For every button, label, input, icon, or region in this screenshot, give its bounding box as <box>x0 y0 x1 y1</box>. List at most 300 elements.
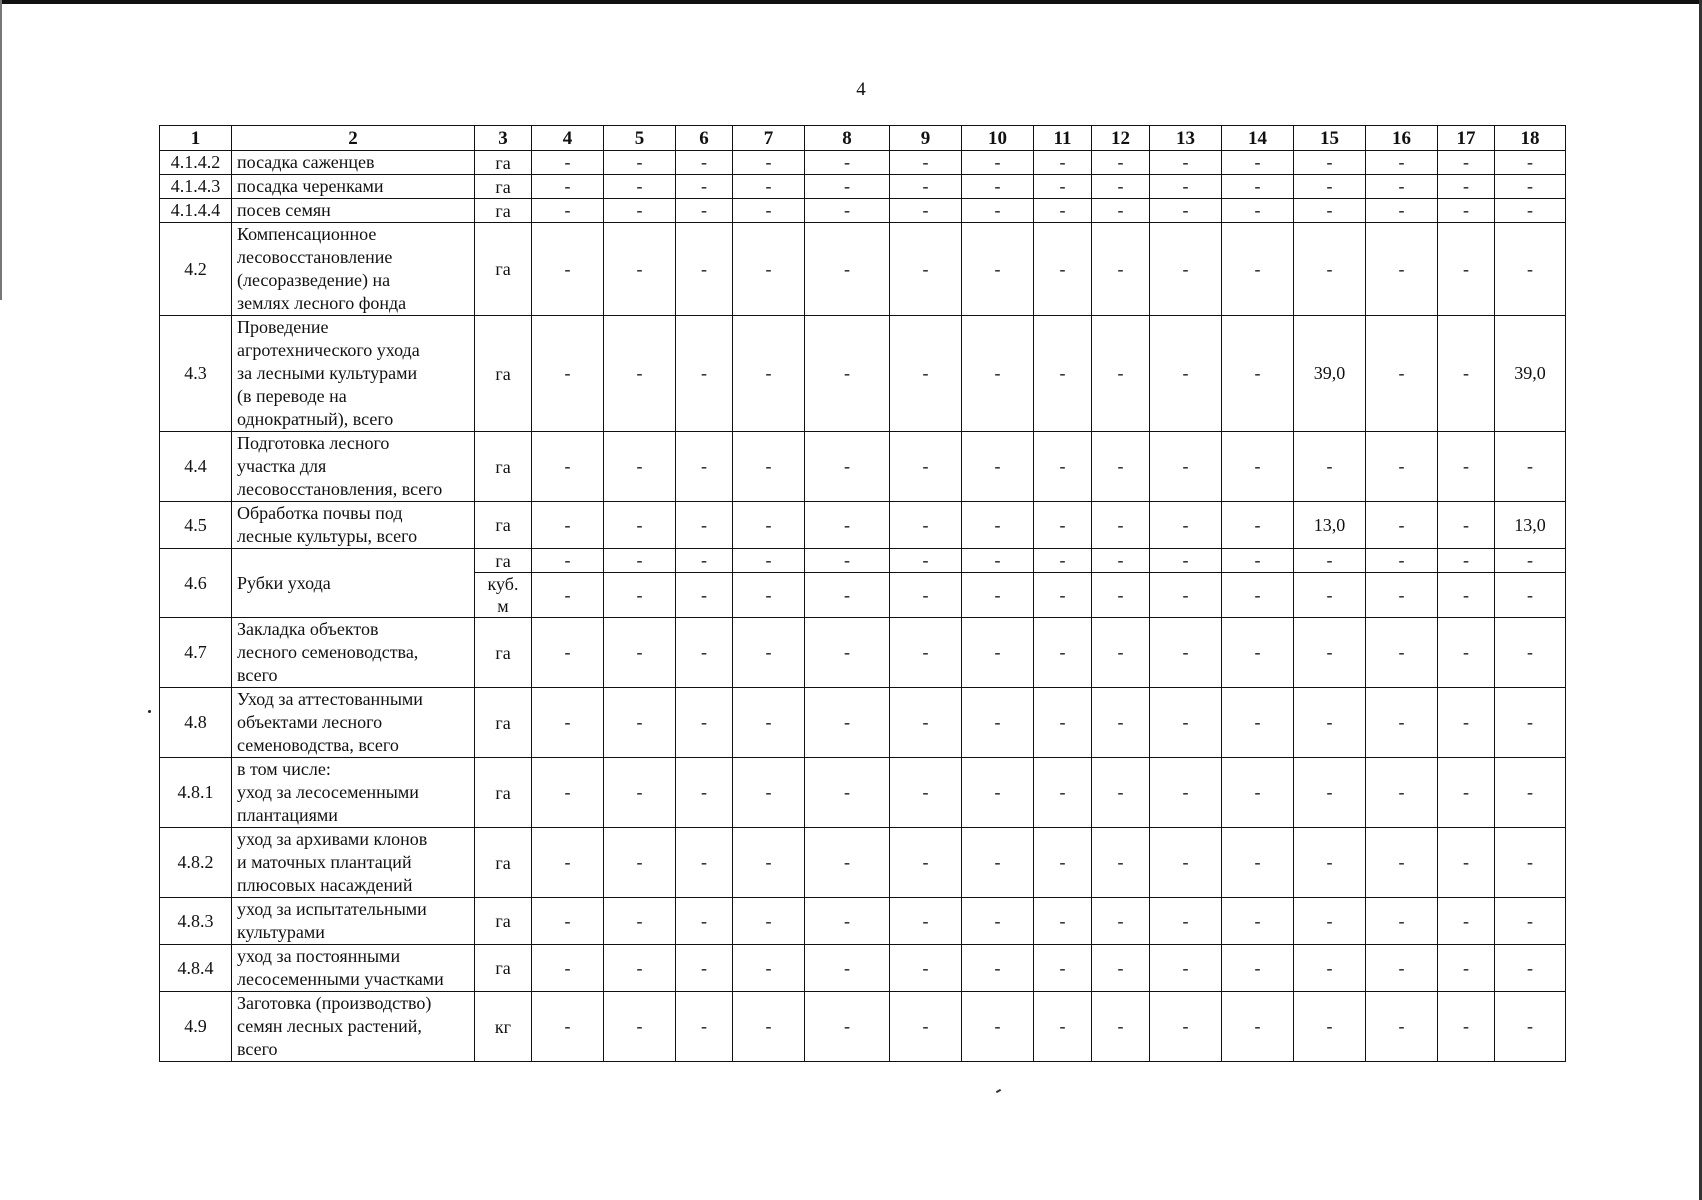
value-cell: - <box>604 175 676 199</box>
value-cell: - <box>532 502 604 549</box>
value-cell: - <box>890 898 962 945</box>
value-cell: - <box>733 549 805 573</box>
value-cell: - <box>1150 223 1222 316</box>
row-code: 4.6 <box>160 549 232 618</box>
value-cell: - <box>676 618 733 688</box>
value-cell: - <box>1150 573 1222 618</box>
row-unit: га <box>475 199 532 223</box>
value-cell: - <box>532 898 604 945</box>
value-cell: - <box>890 199 962 223</box>
column-header: 18 <box>1495 126 1566 151</box>
value-cell: - <box>676 223 733 316</box>
column-header: 5 <box>604 126 676 151</box>
table-row <box>160 223 1566 316</box>
row-name: Компенсационное лесовосстановление (лесоразведение) на землях лесного фонда <box>232 223 475 316</box>
column-header: 2 <box>232 126 475 151</box>
scan-edge-left <box>0 0 2 300</box>
value-cell: - <box>1222 199 1294 223</box>
row-code: 4.4 <box>160 432 232 502</box>
value-cell: - <box>805 432 890 502</box>
value-cell: - <box>1366 898 1438 945</box>
row-name: Проведение агротехнического ухода за лесными культурами (в переводе на однократный), всего <box>232 316 475 432</box>
value-cell: - <box>1222 618 1294 688</box>
row-name: посадка черенками <box>232 175 475 199</box>
value-cell: - <box>962 502 1034 549</box>
row-name: посев семян <box>232 199 475 223</box>
value-cell: - <box>1438 573 1495 618</box>
value-cell: - <box>1150 828 1222 898</box>
value-cell: - <box>1222 316 1294 432</box>
value-cell: - <box>676 898 733 945</box>
row-code: 4.1.4.2 <box>160 151 232 175</box>
value-cell: - <box>962 758 1034 828</box>
row-code: 4.1.4.4 <box>160 199 232 223</box>
value-cell: - <box>1438 432 1495 502</box>
table-row <box>160 758 1566 828</box>
value-cell: - <box>805 175 890 199</box>
value-cell: - <box>1092 992 1150 1062</box>
value-cell: - <box>1034 502 1092 549</box>
value-cell: - <box>890 502 962 549</box>
value-cell: - <box>676 175 733 199</box>
table-row <box>160 992 1566 1062</box>
value-cell: - <box>676 432 733 502</box>
value-cell: - <box>805 199 890 223</box>
table-row <box>160 688 1566 758</box>
value-cell: - <box>1092 945 1150 992</box>
column-header: 15 <box>1294 126 1366 151</box>
value-cell: - <box>1294 549 1366 573</box>
value-cell: - <box>532 223 604 316</box>
value-cell: - <box>532 316 604 432</box>
value-cell: - <box>962 223 1034 316</box>
row-code: 4.9 <box>160 992 232 1062</box>
value-cell: - <box>890 945 962 992</box>
value-cell: - <box>1034 992 1092 1062</box>
value-cell: 39,0 <box>1294 316 1366 432</box>
value-cell: - <box>733 199 805 223</box>
value-cell: - <box>604 758 676 828</box>
value-cell: - <box>532 828 604 898</box>
value-cell: - <box>1438 223 1495 316</box>
value-cell: - <box>733 618 805 688</box>
value-cell: - <box>1438 316 1495 432</box>
value-cell: - <box>1150 898 1222 945</box>
value-cell: - <box>1495 199 1566 223</box>
row-name: уход за постоянными лесосеменными участками <box>232 945 475 992</box>
value-cell: - <box>1222 573 1294 618</box>
row-name: Заготовка (производство) семян лесных растений, всего <box>232 992 475 1062</box>
value-cell: - <box>1294 223 1366 316</box>
value-cell: - <box>890 758 962 828</box>
row-unit: га <box>475 758 532 828</box>
value-cell: - <box>1495 549 1566 573</box>
column-header: 10 <box>962 126 1034 151</box>
row-unit: га <box>475 223 532 316</box>
value-cell: 39,0 <box>1495 316 1566 432</box>
row-unit: га <box>475 316 532 432</box>
value-cell: - <box>733 898 805 945</box>
row-name: уход за архивами клонов и маточных плантаций плюсовых насаждений <box>232 828 475 898</box>
table-row <box>160 828 1566 898</box>
value-cell: - <box>1438 199 1495 223</box>
value-cell: - <box>805 992 890 1062</box>
value-cell: - <box>733 828 805 898</box>
header-row <box>160 126 1566 151</box>
value-cell: - <box>1495 688 1566 758</box>
value-cell: - <box>1438 992 1495 1062</box>
column-header: 3 <box>475 126 532 151</box>
value-cell: - <box>604 573 676 618</box>
value-cell: - <box>1438 945 1495 992</box>
row-code: 4.8.1 <box>160 758 232 828</box>
row-name: уход за испытательными культурами <box>232 898 475 945</box>
row-unit: куб. м <box>475 573 532 618</box>
value-cell: - <box>532 199 604 223</box>
value-cell: - <box>676 549 733 573</box>
value-cell: - <box>890 151 962 175</box>
table-row <box>160 151 1566 175</box>
value-cell: - <box>1092 175 1150 199</box>
value-cell: - <box>733 573 805 618</box>
value-cell: - <box>1034 549 1092 573</box>
value-cell: - <box>890 432 962 502</box>
value-cell: - <box>733 316 805 432</box>
value-cell: - <box>890 549 962 573</box>
row-code: 4.8.3 <box>160 898 232 945</box>
value-cell: - <box>890 175 962 199</box>
value-cell: - <box>890 316 962 432</box>
value-cell: - <box>1222 688 1294 758</box>
value-cell: - <box>1366 573 1438 618</box>
value-cell: - <box>676 758 733 828</box>
value-cell: - <box>1495 223 1566 316</box>
value-cell: - <box>1150 175 1222 199</box>
value-cell: - <box>805 573 890 618</box>
value-cell: - <box>1294 175 1366 199</box>
value-cell: - <box>1150 758 1222 828</box>
value-cell: - <box>805 898 890 945</box>
value-cell: - <box>1294 828 1366 898</box>
value-cell: - <box>805 828 890 898</box>
value-cell: - <box>604 945 676 992</box>
table-row <box>160 898 1566 945</box>
value-cell: - <box>962 199 1034 223</box>
table-row <box>160 945 1566 992</box>
value-cell: - <box>1092 502 1150 549</box>
value-cell: - <box>604 223 676 316</box>
value-cell: - <box>676 828 733 898</box>
value-cell: - <box>1150 199 1222 223</box>
value-cell: - <box>1034 432 1092 502</box>
value-cell: - <box>1495 573 1566 618</box>
value-cell: - <box>604 432 676 502</box>
table-row <box>160 316 1566 432</box>
value-cell: - <box>805 502 890 549</box>
value-cell: - <box>733 688 805 758</box>
row-name: Рубки ухода <box>232 549 475 618</box>
value-cell: - <box>805 223 890 316</box>
value-cell: - <box>733 175 805 199</box>
value-cell: - <box>890 992 962 1062</box>
value-cell: - <box>1092 758 1150 828</box>
value-cell: - <box>532 549 604 573</box>
value-cell: - <box>676 151 733 175</box>
value-cell: - <box>890 223 962 316</box>
value-cell: - <box>676 992 733 1062</box>
value-cell: - <box>1092 432 1150 502</box>
value-cell: - <box>1438 758 1495 828</box>
value-cell: - <box>1092 223 1150 316</box>
value-cell: - <box>962 992 1034 1062</box>
value-cell: - <box>805 151 890 175</box>
value-cell: - <box>1222 992 1294 1062</box>
row-unit: кг <box>475 992 532 1062</box>
value-cell: - <box>1366 151 1438 175</box>
value-cell: - <box>1366 199 1438 223</box>
value-cell: - <box>1438 828 1495 898</box>
row-code: 4.8.4 <box>160 945 232 992</box>
value-cell: - <box>733 992 805 1062</box>
row-code: 4.1.4.3 <box>160 175 232 199</box>
value-cell: - <box>532 432 604 502</box>
value-cell: - <box>890 828 962 898</box>
value-cell: - <box>532 945 604 992</box>
row-unit: га <box>475 618 532 688</box>
value-cell: - <box>1438 898 1495 945</box>
value-cell: - <box>805 945 890 992</box>
row-unit: га <box>475 175 532 199</box>
value-cell: - <box>1034 316 1092 432</box>
value-cell: - <box>962 945 1034 992</box>
column-header: 6 <box>676 126 733 151</box>
value-cell: - <box>1092 151 1150 175</box>
column-header: 17 <box>1438 126 1495 151</box>
value-cell: - <box>1150 618 1222 688</box>
value-cell: - <box>1294 898 1366 945</box>
row-unit: га <box>475 432 532 502</box>
column-header: 14 <box>1222 126 1294 151</box>
row-name: Закладка объектов лесного семеноводства, всего <box>232 618 475 688</box>
value-cell: - <box>962 898 1034 945</box>
scan-edge-top <box>0 0 1702 4</box>
row-unit: га <box>475 898 532 945</box>
table-row <box>160 175 1566 199</box>
value-cell: - <box>1034 758 1092 828</box>
value-cell: - <box>962 828 1034 898</box>
value-cell: - <box>604 992 676 1062</box>
value-cell: - <box>676 573 733 618</box>
value-cell: - <box>532 175 604 199</box>
value-cell: - <box>676 502 733 549</box>
row-code: 4.8.2 <box>160 828 232 898</box>
value-cell: - <box>733 432 805 502</box>
value-cell: - <box>604 151 676 175</box>
value-cell: - <box>1366 432 1438 502</box>
value-cell: - <box>1222 758 1294 828</box>
value-cell: - <box>1034 688 1092 758</box>
table-header <box>160 126 1566 151</box>
value-cell: - <box>1366 992 1438 1062</box>
row-name: посадка саженцев <box>232 151 475 175</box>
column-header: 8 <box>805 126 890 151</box>
value-cell: - <box>1150 945 1222 992</box>
column-header: 12 <box>1092 126 1150 151</box>
value-cell: - <box>1294 945 1366 992</box>
value-cell: - <box>1495 828 1566 898</box>
row-unit: га <box>475 688 532 758</box>
value-cell: - <box>962 151 1034 175</box>
report-table <box>159 125 1566 1062</box>
row-code: 4.8 <box>160 688 232 758</box>
row-unit: га <box>475 828 532 898</box>
value-cell: - <box>805 549 890 573</box>
column-header: 9 <box>890 126 962 151</box>
value-cell: - <box>1294 573 1366 618</box>
value-cell: - <box>1294 758 1366 828</box>
value-cell: - <box>1034 573 1092 618</box>
value-cell: - <box>1366 688 1438 758</box>
value-cell: - <box>1034 828 1092 898</box>
value-cell: 13,0 <box>1294 502 1366 549</box>
value-cell: - <box>532 992 604 1062</box>
row-code: 4.3 <box>160 316 232 432</box>
value-cell: - <box>1495 758 1566 828</box>
value-cell: - <box>733 945 805 992</box>
value-cell: - <box>532 151 604 175</box>
value-cell: - <box>604 618 676 688</box>
value-cell: - <box>733 502 805 549</box>
value-cell: - <box>1294 688 1366 758</box>
value-cell: - <box>532 688 604 758</box>
value-cell: - <box>1034 199 1092 223</box>
value-cell: - <box>1034 151 1092 175</box>
column-header: 13 <box>1150 126 1222 151</box>
value-cell: - <box>1495 992 1566 1062</box>
value-cell: - <box>1092 199 1150 223</box>
value-cell: - <box>962 618 1034 688</box>
value-cell: - <box>733 151 805 175</box>
row-unit: га <box>475 945 532 992</box>
value-cell: - <box>962 432 1034 502</box>
value-cell: - <box>1366 175 1438 199</box>
table-row <box>160 432 1566 502</box>
value-cell: - <box>1150 432 1222 502</box>
value-cell: - <box>1438 151 1495 175</box>
value-cell: - <box>805 688 890 758</box>
value-cell: - <box>1438 618 1495 688</box>
value-cell: - <box>1222 223 1294 316</box>
value-cell: - <box>604 316 676 432</box>
value-cell: - <box>890 573 962 618</box>
value-cell: - <box>1222 502 1294 549</box>
value-cell: - <box>1150 992 1222 1062</box>
value-cell: - <box>604 898 676 945</box>
value-cell: - <box>1366 502 1438 549</box>
value-cell: - <box>1034 618 1092 688</box>
value-cell: - <box>1034 175 1092 199</box>
value-cell: - <box>962 549 1034 573</box>
table-row <box>160 502 1566 549</box>
row-name: Обработка почвы под лесные культуры, всего <box>232 502 475 549</box>
row-name: Уход за аттестованными объектами лесного семеноводства, всего <box>232 688 475 758</box>
value-cell: - <box>733 758 805 828</box>
value-cell: - <box>805 758 890 828</box>
value-cell: - <box>1366 223 1438 316</box>
value-cell: - <box>962 175 1034 199</box>
value-cell: - <box>1092 618 1150 688</box>
value-cell: - <box>604 688 676 758</box>
value-cell: - <box>1222 945 1294 992</box>
column-header: 11 <box>1034 126 1092 151</box>
value-cell: - <box>604 199 676 223</box>
value-cell: - <box>962 573 1034 618</box>
value-cell: - <box>1034 223 1092 316</box>
value-cell: - <box>1495 175 1566 199</box>
table-row <box>160 549 1566 573</box>
value-cell: - <box>1034 945 1092 992</box>
row-name: в том числе: уход за лесосеменными плантациями <box>232 758 475 828</box>
value-cell: - <box>1366 828 1438 898</box>
scan-artifact-mark <box>996 1089 1001 1093</box>
value-cell: - <box>1150 316 1222 432</box>
value-cell: - <box>1222 151 1294 175</box>
value-cell: - <box>1495 945 1566 992</box>
value-cell: - <box>1222 898 1294 945</box>
value-cell: - <box>1294 618 1366 688</box>
value-cell: - <box>962 316 1034 432</box>
column-header: 7 <box>733 126 805 151</box>
row-code: 4.7 <box>160 618 232 688</box>
value-cell: - <box>962 688 1034 758</box>
value-cell: - <box>676 199 733 223</box>
value-cell: - <box>1222 549 1294 573</box>
value-cell: - <box>1092 828 1150 898</box>
table-row <box>160 618 1566 688</box>
value-cell: - <box>1294 992 1366 1062</box>
value-cell: - <box>1092 573 1150 618</box>
row-code: 4.2 <box>160 223 232 316</box>
value-cell: - <box>1366 758 1438 828</box>
value-cell: - <box>890 688 962 758</box>
value-cell: - <box>1495 618 1566 688</box>
value-cell: - <box>1092 688 1150 758</box>
value-cell: - <box>890 618 962 688</box>
value-cell: - <box>1438 549 1495 573</box>
value-cell: - <box>676 945 733 992</box>
value-cell: - <box>1495 898 1566 945</box>
value-cell: - <box>1092 898 1150 945</box>
table-row <box>160 199 1566 223</box>
value-cell: - <box>1092 316 1150 432</box>
value-cell: 13,0 <box>1495 502 1566 549</box>
row-name: Подготовка лесного участка для лесовосстановления, всего <box>232 432 475 502</box>
value-cell: - <box>1366 549 1438 573</box>
value-cell: - <box>1034 898 1092 945</box>
value-cell: - <box>1366 945 1438 992</box>
value-cell: - <box>1366 316 1438 432</box>
column-header: 16 <box>1366 126 1438 151</box>
column-header: 1 <box>160 126 232 151</box>
value-cell: - <box>676 316 733 432</box>
value-cell: - <box>1150 688 1222 758</box>
value-cell: - <box>805 618 890 688</box>
value-cell: - <box>532 758 604 828</box>
value-cell: - <box>676 688 733 758</box>
value-cell: - <box>532 573 604 618</box>
value-cell: - <box>604 828 676 898</box>
value-cell: - <box>1222 432 1294 502</box>
